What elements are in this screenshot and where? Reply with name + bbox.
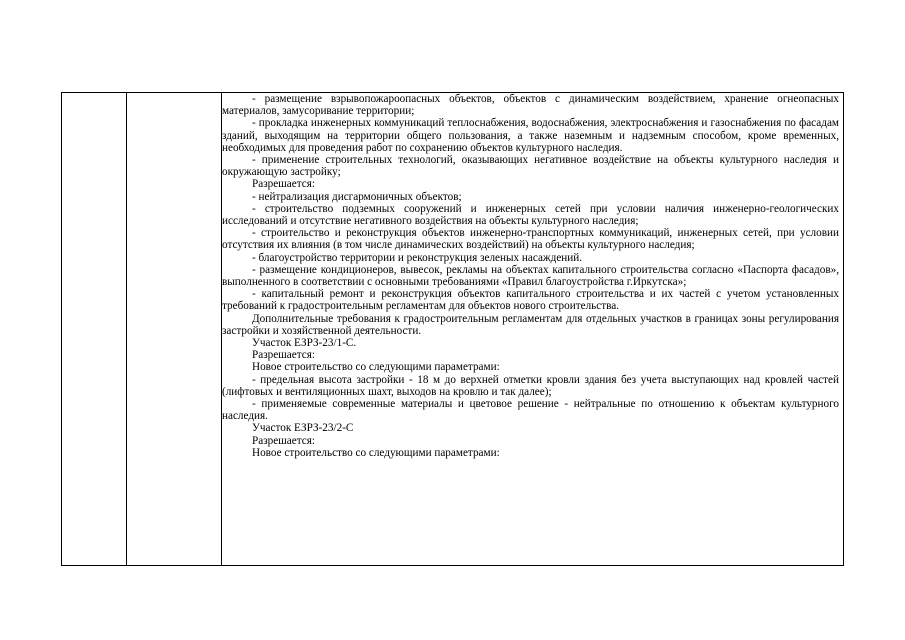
paragraph: - применяемые современные материалы и цветовое решение - нейтральные по отношению к объектам культурного наследия. [222,398,839,423]
paragraph: Новое строительство со следующими параметрами: [252,361,500,374]
paragraph: Участок ЕЗРЗ-23/1-С. [252,337,357,350]
paragraph: Разрешается: [252,434,315,447]
paragraph: Дополнительные требования к градостроительным регламентам для отдельных участков в границах зоны регулирования застройки и хозяйственной деятельности. [222,312,839,337]
regulation-text-cell [222,93,839,565]
paragraph: - строительство подземных сооружений и инженерных сетей при условии наличия инженерно-геологических исследований и отсутствие негативного воздействия на объекты культурного наследия; [222,202,839,228]
document-table [61,92,844,566]
paragraph: - капитальный ремонт и реконструкция объектов капитального строительства и их частей с учетом установленных требований к градостроительным регламентам для объектов нового строительства. [222,288,839,313]
paragraph: - благоустройство территории и реконструкция зеленых насаждений. [252,251,583,264]
paragraph: - прокладка инженерных коммуникаций теплоснабжения, водоснабжения, электроснабжения и газоснабжения по фасадам зданий, выходящим на территории общего пользования, а также наземным и надземным способом, кроме временных, необходимых для проведения работ по сохранению объектов культурного наследия. [222,117,839,154]
paragraph: - размещение кондиционеров, вывесок, рекламы на объектах капитального строительства согласно «Паспорта фасадов», выполненного в соответствии с основными требованиями «Правил благоустройства г.Иркутска»; [222,263,839,289]
paragraph: - нейтрализация дисгармоничных объектов; [252,190,462,203]
paragraph: - предельная высота застройки - 18 м до верхней отметки кровли здания без учета выступающих над кровлей частей (лифтовых и вентиляционных шахт, выходов на кровлю и так далее); [222,373,839,398]
column-divider-1 [126,93,127,565]
paragraph: Разрешается: [252,349,315,362]
paragraph: - применение строительных технологий, оказывающих негативное воздействие на объекты культурного наследия и окружающую застройку; [222,154,839,179]
paragraph: Новое строительство со следующими параметрами: [252,446,500,459]
paragraph: - размещение взрывопожароопасных объектов, объектов с динамическим воздействием, хранение огнеопасных материалов, замусоривание территории; [222,93,839,118]
paragraph: Участок ЕЗРЗ-23/2-С [252,422,354,435]
paragraph: - строительство и реконструкция объектов инженерно-транспортных коммуникаций, инженерных сетей, при условии отсутствия их влияния (в том числе динамических воздействий) на объекты культурного наследия; [222,227,839,252]
paragraph: Разрешается: [252,178,315,191]
